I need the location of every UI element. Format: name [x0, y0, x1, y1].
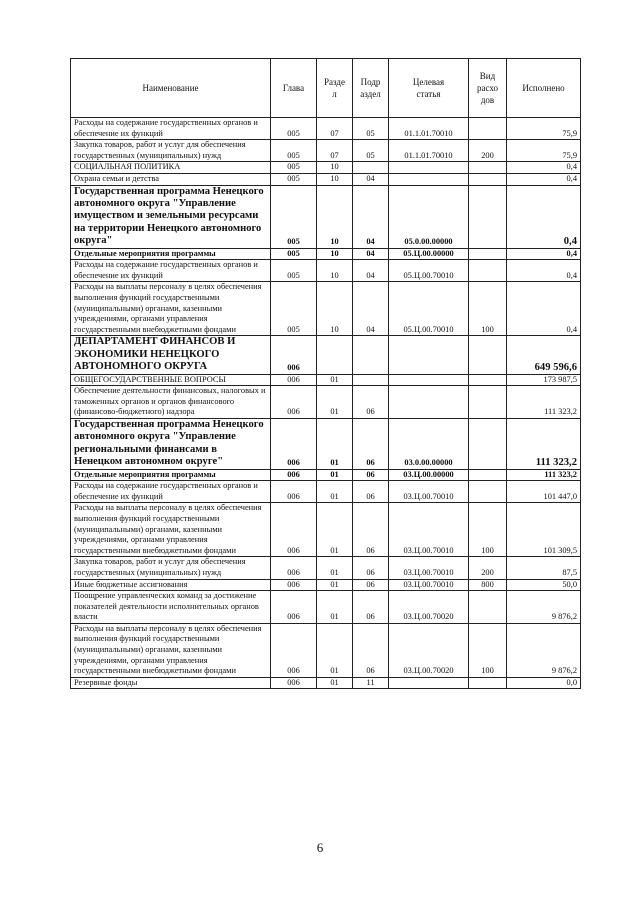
cell-executed: 0,4: [507, 248, 581, 260]
cell-section: 01: [317, 579, 353, 591]
table-row: [71, 374, 581, 386]
cell-section: 01: [317, 418, 353, 469]
cell-target-article: [389, 162, 469, 174]
cell-executed: 173 987,5: [507, 374, 581, 386]
cell-executed: 111 323,2: [507, 469, 581, 481]
cell-expense-type: 100: [469, 503, 507, 557]
cell-name: Закупка товаров, работ и услуг для обеспечения государственных (муниципальных) нужд: [71, 140, 271, 162]
cell-chapter: 005: [271, 260, 317, 282]
cell-target-article: 01.1.01.70010: [389, 140, 469, 162]
cell-executed: 0,4: [507, 173, 581, 185]
cell-chapter: 006: [271, 481, 317, 503]
cell-name: Расходы на выплаты персоналу в целях обеспечения выполнения функций государственными (муниципальными) органами, казенными учреждениями, органами управления государственными внебюджетными фондами: [71, 282, 271, 336]
cell-name: Резервные фонды: [71, 677, 271, 689]
cell-expense-type: [469, 591, 507, 624]
cell-subsection: 06: [353, 469, 389, 481]
cell-executed: 101 309,5: [507, 503, 581, 557]
cell-name: Расходы на содержание государственных органов и обеспечение их функций: [71, 260, 271, 282]
cell-name: Расходы на содержание государственных органов и обеспечение их функций: [71, 481, 271, 503]
cell-executed: 0,4: [507, 282, 581, 336]
table-row: [71, 140, 581, 162]
header-name: Наименование: [71, 59, 271, 118]
cell-subsection: 06: [353, 623, 389, 677]
cell-target-article: [389, 386, 469, 419]
cell-executed: 0,4: [507, 162, 581, 174]
cell-expense-type: 200: [469, 557, 507, 579]
cell-target-article: 05.Ц.00.70010: [389, 260, 469, 282]
cell-target-article: [389, 336, 469, 374]
cell-expense-type: [469, 469, 507, 481]
cell-chapter: 006: [271, 503, 317, 557]
cell-chapter: 006: [271, 469, 317, 481]
cell-executed: 111 323,2: [507, 386, 581, 419]
cell-target-article: [389, 677, 469, 689]
cell-executed: 87,5: [507, 557, 581, 579]
cell-target-article: 03.Ц.00.70010: [389, 557, 469, 579]
cell-expense-type: [469, 386, 507, 419]
header-chapter: Глава: [271, 59, 317, 118]
cell-name: Расходы на выплаты персоналу в целях обеспечения выполнения функций государственными (муниципальными) органами, казенными учреждениями, органами управления государственными внебюджетными фондами: [71, 623, 271, 677]
cell-subsection: 04: [353, 282, 389, 336]
cell-name: ДЕПАРТАМЕНТ ФИНАНСОВ И ЭКОНОМИКИ НЕНЕЦКОГО АВТОНОМНОГО ОКРУГА: [71, 336, 271, 374]
cell-chapter: 005: [271, 282, 317, 336]
table-row: [71, 418, 581, 469]
cell-chapter: 006: [271, 579, 317, 591]
cell-subsection: 06: [353, 386, 389, 419]
cell-target-article: 05.Ц.00.70010: [389, 282, 469, 336]
header-subsection: Подр аздел: [353, 59, 389, 118]
table-row: [71, 386, 581, 419]
cell-name: Закупка товаров, работ и услуг для обеспечения государственных (муниципальных) нужд: [71, 557, 271, 579]
cell-section: 10: [317, 282, 353, 336]
cell-name: Расходы на выплаты персоналу в целях обеспечения выполнения функций государственными (муниципальными) органами, казенными учреждениями, органами управления государственными внебюджетными фондами: [71, 503, 271, 557]
cell-section: 10: [317, 185, 353, 248]
cell-chapter: 005: [271, 185, 317, 248]
cell-chapter: 005: [271, 248, 317, 260]
table-row: [71, 557, 581, 579]
cell-expense-type: 200: [469, 140, 507, 162]
cell-target-article: 05.Ц.00.00000: [389, 248, 469, 260]
header-target-article: Целевая статья: [389, 59, 469, 118]
cell-subsection: 06: [353, 557, 389, 579]
cell-section: 01: [317, 503, 353, 557]
cell-target-article: 01.1.01.70010: [389, 118, 469, 140]
cell-section: 01: [317, 386, 353, 419]
cell-subsection: 05: [353, 140, 389, 162]
cell-chapter: 006: [271, 623, 317, 677]
cell-expense-type: [469, 677, 507, 689]
cell-subsection: 04: [353, 260, 389, 282]
cell-section: 01: [317, 469, 353, 481]
cell-expense-type: 100: [469, 623, 507, 677]
cell-expense-type: 800: [469, 579, 507, 591]
cell-section: 01: [317, 677, 353, 689]
cell-name: ОБЩЕГОСУДАРСТВЕННЫЕ ВОПРОСЫ: [71, 374, 271, 386]
cell-target-article: [389, 374, 469, 386]
cell-target-article: 05.0.00.00000: [389, 185, 469, 248]
cell-executed: 9 876,2: [507, 623, 581, 677]
table-row: [71, 469, 581, 481]
cell-subsection: [353, 162, 389, 174]
cell-subsection: 06: [353, 481, 389, 503]
cell-subsection: 04: [353, 248, 389, 260]
cell-expense-type: [469, 185, 507, 248]
cell-target-article: 03.Ц.00.70010: [389, 481, 469, 503]
cell-target-article: 03.Ц.00.70010: [389, 503, 469, 557]
cell-expense-type: 100: [469, 282, 507, 336]
cell-chapter: 006: [271, 386, 317, 419]
table-header-row: [71, 59, 581, 118]
cell-executed: 75,9: [507, 118, 581, 140]
cell-expense-type: [469, 173, 507, 185]
table-row: [71, 623, 581, 677]
cell-section: 01: [317, 623, 353, 677]
cell-chapter: 006: [271, 336, 317, 374]
cell-expense-type: [469, 336, 507, 374]
header-expense-type: Вид расхо дов: [469, 59, 507, 118]
cell-subsection: 06: [353, 503, 389, 557]
cell-section: 01: [317, 374, 353, 386]
cell-executed: 0,4: [507, 260, 581, 282]
table-body: [71, 118, 581, 689]
cell-name: Обеспечение деятельности финансовых, налоговых и таможенных органов и органов финансового (финансово-бюджетного) надзора: [71, 386, 271, 419]
cell-executed: 0,0: [507, 677, 581, 689]
cell-target-article: 03.Ц.00.70010: [389, 579, 469, 591]
table-row: [71, 260, 581, 282]
cell-chapter: 006: [271, 557, 317, 579]
cell-section: 10: [317, 162, 353, 174]
cell-section: 01: [317, 481, 353, 503]
cell-subsection: 06: [353, 579, 389, 591]
cell-chapter: 005: [271, 173, 317, 185]
cell-target-article: 03.Ц.00.70020: [389, 591, 469, 624]
cell-subsection: 04: [353, 185, 389, 248]
cell-name: Поощрение управленческих команд за достижение показателей деятельности исполнительных органов власти: [71, 591, 271, 624]
cell-subsection: 05: [353, 118, 389, 140]
cell-name: СОЦИАЛЬНАЯ ПОЛИТИКА: [71, 162, 271, 174]
table-row: [71, 162, 581, 174]
cell-executed: 101 447,0: [507, 481, 581, 503]
table-row: [71, 677, 581, 689]
cell-subsection: [353, 374, 389, 386]
table-row: [71, 118, 581, 140]
cell-section: 10: [317, 173, 353, 185]
cell-section: 07: [317, 118, 353, 140]
header-executed: Исполнено: [507, 59, 581, 118]
cell-name: Отдельные мероприятия программы: [71, 248, 271, 260]
header-section: Разде л: [317, 59, 353, 118]
cell-expense-type: [469, 118, 507, 140]
cell-expense-type: [469, 418, 507, 469]
cell-chapter: 005: [271, 118, 317, 140]
cell-expense-type: [469, 260, 507, 282]
table-row: [71, 481, 581, 503]
cell-subsection: 11: [353, 677, 389, 689]
cell-subsection: 06: [353, 591, 389, 624]
cell-target-article: 03.Ц.00.00000: [389, 469, 469, 481]
table-row: [71, 248, 581, 260]
cell-expense-type: [469, 162, 507, 174]
cell-target-article: 03.0.00.00000: [389, 418, 469, 469]
cell-subsection: [353, 336, 389, 374]
table-row: [71, 503, 581, 557]
cell-section: 10: [317, 248, 353, 260]
cell-executed: 649 596,6: [507, 336, 581, 374]
cell-executed: 50,0: [507, 579, 581, 591]
page-number: 6: [316, 840, 324, 855]
cell-chapter: 006: [271, 418, 317, 469]
cell-section: 01: [317, 591, 353, 624]
cell-executed: 9 876,2: [507, 591, 581, 624]
cell-chapter: 006: [271, 677, 317, 689]
cell-name: Охрана семьи и детства: [71, 173, 271, 185]
cell-subsection: 06: [353, 418, 389, 469]
cell-chapter: 005: [271, 162, 317, 174]
cell-name: Расходы на содержание государственных органов и обеспечение их функций: [71, 118, 271, 140]
table-row: [71, 591, 581, 624]
cell-section: 07: [317, 140, 353, 162]
cell-expense-type: [469, 248, 507, 260]
cell-chapter: 005: [271, 140, 317, 162]
table-row: [71, 173, 581, 185]
cell-target-article: [389, 173, 469, 185]
cell-target-article: 03.Ц.00.70020: [389, 623, 469, 677]
cell-expense-type: [469, 481, 507, 503]
cell-executed: 75,9: [507, 140, 581, 162]
cell-executed: 0,4: [507, 185, 581, 248]
budget-execution-table: [70, 58, 581, 689]
cell-name: Отдельные мероприятия программы: [71, 469, 271, 481]
table-row: [71, 579, 581, 591]
cell-section: [317, 336, 353, 374]
cell-name: Государственная программа Ненецкого автономного округа "Управление имуществом и земельными ресурсами на территории Ненецкого автономного округа": [71, 185, 271, 248]
cell-executed: 111 323,2: [507, 418, 581, 469]
cell-subsection: 04: [353, 173, 389, 185]
table-row: [71, 282, 581, 336]
cell-section: 10: [317, 260, 353, 282]
cell-name: Государственная программа Ненецкого автономного округа "Управление региональными финансами в Ненецком автономном округе": [71, 418, 271, 469]
table-row: [71, 185, 581, 248]
table-row: [71, 336, 581, 374]
cell-name: Иные бюджетные ассигнования: [71, 579, 271, 591]
cell-chapter: 006: [271, 374, 317, 386]
cell-expense-type: [469, 374, 507, 386]
cell-section: 01: [317, 557, 353, 579]
cell-chapter: 006: [271, 591, 317, 624]
